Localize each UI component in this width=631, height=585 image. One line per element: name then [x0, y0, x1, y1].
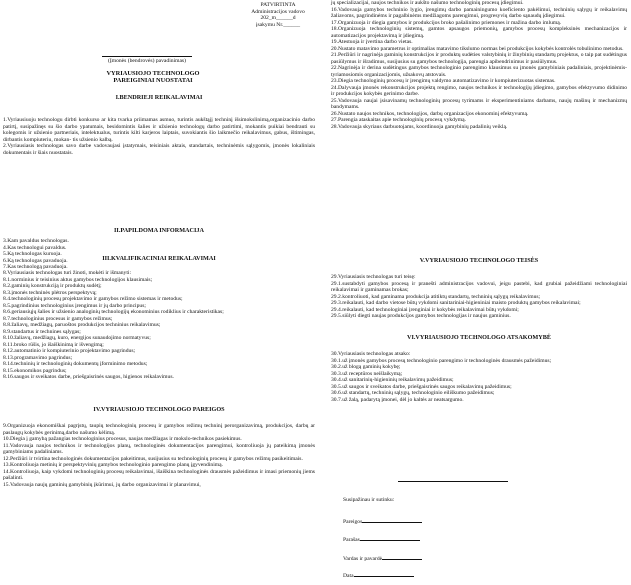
paragraph: 19.Atestuoja ir įvertina darbo vietas.: [331, 39, 413, 45]
list-item: 30.3.už receptūros neišlaikymą;: [331, 370, 403, 377]
section-1: [3, 95, 315, 102]
list-item: 29.5.siūlyti diegti naujas produkcijos gamybos technologijas ir naujus gaminius.: [331, 313, 511, 319]
list-item: 3.Kam pavaldus technologas.: [3, 238, 69, 244]
approval-line-2: 202_m______d: [260, 15, 296, 22]
document-title-line-2: PAREIGINIAI NUOSTATAI: [113, 77, 193, 85]
separator-line: [398, 481, 508, 482]
signoff-field-name[interactable]: [343, 554, 422, 563]
signoff-blank[interactable]: [360, 535, 420, 541]
list-item: 29.4.reikalauti, kad technologiniai įrenginiai ir kokybės reikalavimai būtų vykdomi;: [331, 306, 519, 313]
signoff-field-date[interactable]: [343, 571, 414, 580]
list-item: 8.5.pagrindinius technologinius įrengimus ir jų darbo principus;: [3, 302, 146, 309]
paragraph: 12.Peržiūri ir tvirtina technologinės dokumentacijos pakeitimus, susijusius su technologinių procesų ir gamybos režimų pasikeitimais.: [3, 455, 303, 462]
list-item: 8.3.įmonės techninės plėtros perspektyvą;: [3, 289, 97, 296]
section-5: [331, 258, 627, 265]
signoff-blank[interactable]: [354, 571, 414, 577]
signoff-field-position[interactable]: [343, 517, 422, 526]
section-heading: III.KVALIFIKACINIAI REIKALAVIMAI: [102, 255, 216, 262]
section-4-body-left: [3, 423, 315, 488]
list-item: 30.2.už blogą gaminių kokybę;: [331, 364, 401, 370]
approval-title: PATVIRTINTA: [260, 2, 296, 8]
list-item: 8.11.broko rūšis, jo išaiškinimą ir išvengimą;: [3, 341, 104, 348]
company-name-label: (Įmonės (bendrovės) pavadinimas): [102, 56, 192, 65]
list-item: 29.2.kontroliuoti, kad gaminama produkcija atitiktų standartų, techninių sąlygų reikalavimus;: [331, 293, 541, 300]
section-1-body: [3, 117, 315, 156]
paragraph: 28.Vadovauja skyriaus darbuotojams, koordinuoja gamybinių padalinių veiklą.: [331, 123, 508, 130]
list-item: 6.Ką technologas pavaduoja.: [3, 257, 68, 264]
section-2: [3, 228, 315, 235]
section-heading: II.PAPILDOMA INFORMACIJA: [114, 227, 204, 234]
list-item: 8.4.technologinių procesų projektavimo ir gamybos režimo sistemas ir metodus;: [3, 296, 183, 302]
paragraph: 10.Diegia į gamybą pažangias technologinius procesus, naujas medžiagas ir mokslo-technikos pasiekimus.: [3, 436, 242, 442]
section-heading: VI.VYRIAUSIOJO TECHNOLOGO ATSAKOMYBĖ: [407, 334, 551, 341]
list-item: 30.6.už standartų, techninių sąlygų, technologinio eiliškumo pažeidimus;: [331, 390, 495, 396]
right-column: [331, 0, 627, 585]
signoff-label: Vardas ir pavardė: [343, 556, 383, 562]
signoff-label: Data: [343, 573, 354, 579]
list-item: 29.Vyriausiasis technologas turi teisę:: [331, 274, 416, 280]
section-3-body: [3, 270, 315, 381]
signoff-label: Parašas: [343, 537, 360, 543]
paragraph: 2.Vyriausiasis technologas savo darbe vadovaujasi įstatymais, teisiniais aktais, standartais, techninėmis sąlygomis, įmonės lokaliniais dokumentais ir šiais nuostatais.: [3, 143, 315, 156]
list-item: 8.6.geriausiųjų šalies ir užsienio analoginių technologijų ekonominius rodiklius ir charakteristikas;: [3, 309, 224, 315]
list-item: 8.1.norminius ir teisinius aktus gamybos technologijos klausimais;: [3, 276, 153, 283]
paragraph: 20.Nustato matavimo parametrus ir optimalias matavimo tikslumo normas bei produkcijos kokybės kontrolės tobulinimo metodus.: [331, 45, 624, 52]
document-title: [63, 70, 243, 85]
list-item: 30.4.už sanitarinių-higieninių reikalavimų pažeidimus;: [331, 377, 454, 383]
paragraph: 25.Vadovauja naujai įsisavinamų technologinių procesų tyrimams ir eksperimentiniams darbams, naujų mašinų ir mechanizmų bandymams.: [331, 97, 627, 110]
signoff-intro: Susipažinau ir sutinku:: [343, 497, 395, 503]
list-item: 7.Kas technologą pavaduoja.: [3, 264, 68, 270]
approval-block: [233, 2, 323, 28]
left-column: [3, 0, 315, 585]
paragraph: 27.Parengia ataskaitas apie technologinių procesų vykdymą.: [331, 117, 466, 123]
company-name-field: [102, 56, 192, 65]
paragraph: 18.Organizuoja technologinių sistemų, gamtos apsaugos priemonių, gamybos procesų kompleksinės mechanizacijos ir automatizacijos projektavimą ir įdiegimą.: [331, 26, 627, 39]
list-item: 30.Vyriausiasis technologas atsako:: [331, 351, 411, 357]
approval-line-3: įsakymu Nr.______: [255, 21, 301, 28]
list-item: 8.12.automatinio ir kompiuterinio projektavimo pagrindus;: [3, 348, 136, 354]
document-title-line-1: VYRIAUSIOJO TECHNOLOGO: [106, 70, 200, 77]
list-item: 29.1.sustabdyti gamybos procesą ir pranešti administracijos vadovui, jeigu pastebi, kad grubiai pažeidžiami technologiniai reikalavimai ir gaminamas brokas;: [331, 280, 627, 293]
section-6: [331, 335, 627, 342]
paragraph: 16.Vadovauja gamybos techninio lygio, įrengimų darbo pamainingumo koeficiento pakėlimui, techninių sąlygų ir reikalavimų žaliavoms, pagrindinėms ir pagalbinėms medžiagoms parengimui, progresyvių darbo sąnaudų įdiegimui.: [331, 6, 627, 19]
paragraph: 17.Organizuoja ir diegia gamybos ir produkcijos broko pašalinimo priemones ir mažina darbo imlumą.: [331, 19, 562, 26]
list-item: 29.3.reikalauti, kad darbo vietose būtų vykdomi sanitariniai-higieniniai maisto produktų gamybos reikalavimai;: [331, 300, 581, 306]
paragraph: 24.Dalyvauja įmonės rekonstrukcijos projektų rengimo, naujos technikos ir technologijų įdiegimo, gamybos efektyvumo didinimo ir produkcijos kokybės gerinimo darbe.: [331, 84, 627, 97]
paragraph: 21.Peržiūri ir nagrinėja gaminių konstrukcijos ir produktų sudėties valstybinių ir žinybinių standartų projektus, o taip pat sudėtingus pasiūlymus ir išradimus, susijusius su gamybos technologija, parengia apibendrinimus ir pasiūlymus.: [331, 52, 627, 65]
signoff-blank[interactable]: [362, 517, 422, 523]
list-item: 8.15.ekonomikos pagrindus;: [3, 367, 67, 374]
list-item: 8.14.techninių ir technologinių dokumentų įforminimo metodus;: [3, 361, 148, 367]
paragraph: 22.Nagrinėja ir derina sudėtingus gamybos technologinio parengimo klausimus su įmonės gamybiniais padaliniais, projektinėmis-tyriamosiomis organizacijomis, užsakovų atstovais.: [331, 65, 627, 78]
list-item: 5.Ką technologas kuruoja.: [3, 251, 62, 257]
paragraph: 15.Vadovauja naujų gaminių gamybinių įkūrimui, jų darbo organizavimui ir planavimui,: [3, 481, 201, 488]
paragraph: 1.Vyriausiuoju technologu dirbti konkurso ar kita tvarka priimamas asmuo, turintis aukštąjį techninį išsimokslinimą,organizacinio darbo patirtį, susipažinęs su šio darbo ypatumais, besidomintis šalies ir užsienio technologų darbo patirtimi, mokantis puikiai bendrauti su kolegomis ir užsienio partneriais, intelektualus, turintis kilti karjeros laiptais, suvokiantis šio laikmečio reikalavimus, gabus, ištimingas, dirbantis kompiuteriu, mokan- tis užsienio kalbą.: [3, 117, 315, 143]
list-item: 8.8.žaliavų, medžiagų, paruoštos produkcijos techninius reikalavimus;: [3, 322, 161, 328]
section-5-body: [331, 274, 627, 320]
section-3: [3, 256, 315, 263]
section-heading: V.VYRIAUSIOJO TECHNOLOGO TEISĖS: [419, 257, 539, 264]
section-4-body-right: [331, 0, 627, 130]
list-item: 30.5.už saugos ir sveikatos darbe, priešgaisrinės saugos reikalavimų pažeidimus;: [331, 383, 512, 390]
list-item: 8.16.saugos ir sveikatos darbe, priešgaisrinės saugos, higienos reikalavimus.: [3, 374, 174, 380]
paragraph: 26.Nustato naujos technikos, technologijos, darbų organizacijos ekonominį efektyvumą.: [331, 110, 529, 117]
paragraph: 14.Kontroliuoja, kaip vykdomi technologinių procesų reikalavimai, išaiškina technologinės drausmės pažeidimus ir imasi priemonių jiems pašalinti.: [3, 468, 315, 481]
list-item: 8.13.programavimo pagrindus;: [3, 354, 73, 361]
list-item: 4.Kas technologui pavaldus.: [3, 244, 67, 251]
signoff-label: Pareigos: [343, 519, 363, 525]
section-heading: IV.VYRIAUSIOJO TECHNOLOGO PAREIGOS: [93, 406, 225, 413]
paragraph: 13.Kontroliuoja metinių ir perspektyvinių gamybos technologinio parengimo planų įgyvendinimą.: [3, 462, 223, 468]
signoff-blank[interactable]: [382, 554, 422, 560]
section-6-body: [331, 351, 627, 403]
paragraph: jų specializacijai, naujos technikos ir aukšto našumo technologinių procesų įdiegimui.: [331, 0, 524, 6]
paragraph: 11.Vadovauja naujos technikos ir technologijos planų, technologinės dokumentacijos parengimui, kontroliuoja jų pateikimą įmonės gamybiniams padaliniams.: [3, 442, 315, 455]
signoff-field-signature[interactable]: [343, 535, 420, 544]
list-item: 8.2.gaminių konstrukciją ir produktų sudėtį;: [3, 283, 102, 289]
list-item: 8.Vyriausiasis technologas turi žinoti, mokėti ir išmanyti:: [3, 270, 132, 276]
list-item: 8.10.žaliavų, medžiagų, kuro, energijos sunaudojimo normatyvus;: [3, 335, 151, 341]
approval-line-1: Administracijos vadovo: [251, 8, 305, 15]
section-4: [3, 407, 315, 414]
list-item: 30.7.už žalą, padarytą įmonei, dėl jo kaltės ar neatsargumo.: [331, 396, 464, 403]
list-item: 30.1.už įmonės gamybos procesų technologinio parengimo ir technologinės drausmės pažeidimus;: [331, 357, 552, 364]
paragraph: 23.Diegia technologinių procesų ir įrengimų valdymo automatizavimo ir kompiuterizuotas sistemas.: [331, 78, 556, 84]
paragraph: 9.Organizuoja ekonomiškai pagrįstų, taupių technologinių procesų ir gamybos režimų techninį perorganizavimą, produkcijos, darbų ar paslaugų kokybės gerinimą,darbo našumo kėlimą.: [3, 423, 315, 436]
list-item: 8.9.standartus ir technines sąlygas;: [3, 328, 81, 335]
list-item: 8.7.technologinius procesus ir gamybos režimus;: [3, 315, 113, 322]
section-heading: I.BENDRIEJI REIKALAVIMAI: [115, 94, 203, 101]
